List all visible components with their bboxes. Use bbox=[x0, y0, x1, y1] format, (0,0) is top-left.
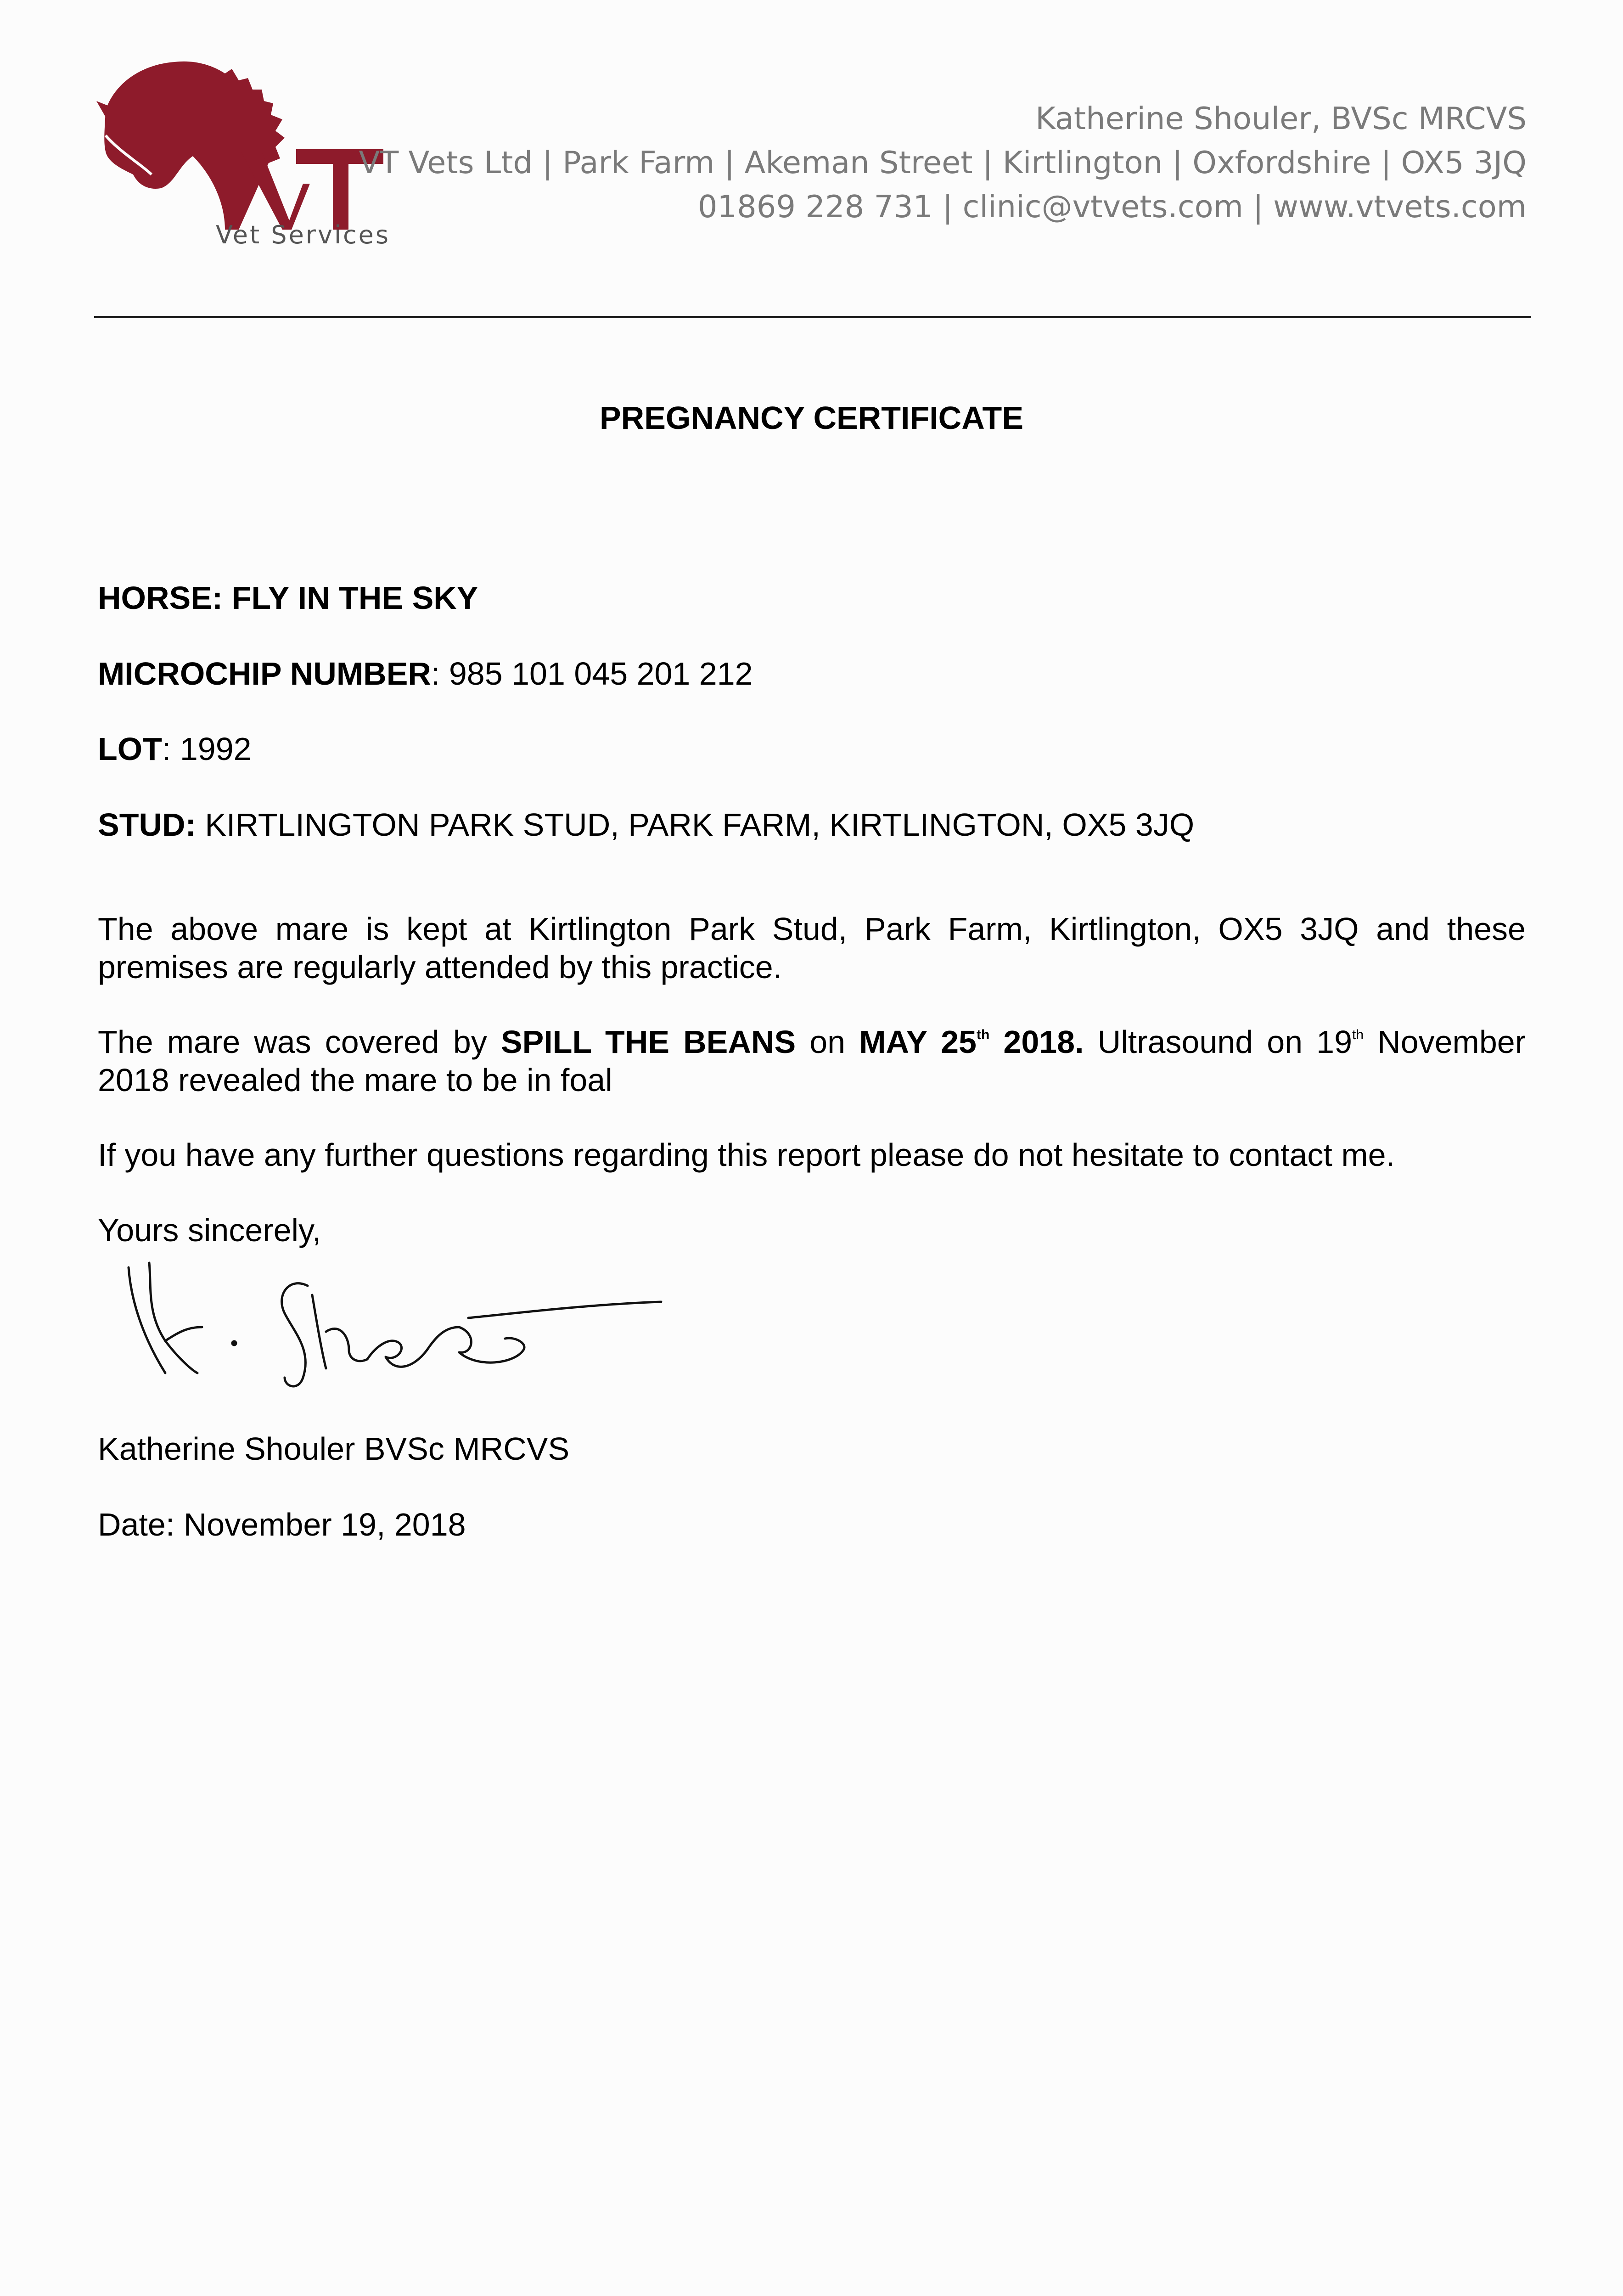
header-address: VT Vets Ltd | Park Farm | Akeman Street | Kirtlington | Oxfordshire | OX5 3JQ bbox=[359, 145, 1527, 180]
certificate-date: Date: November 19, 2018 bbox=[98, 1507, 466, 1542]
ultrasound-text: Ultrasound on 19 bbox=[1084, 1024, 1353, 1060]
questions-paragraph: If you have any further questions regarding this report please do not hesitate to contact me. bbox=[98, 1137, 1395, 1173]
lot-value: : 1992 bbox=[162, 731, 252, 767]
stud-label: STUD: bbox=[98, 807, 196, 843]
page-title: PREGNANCY CERTIFICATE bbox=[599, 400, 1024, 436]
lot-label: LOT bbox=[98, 731, 162, 767]
covering-text: The mare was covered by bbox=[98, 1024, 501, 1060]
covering-text-on: on bbox=[796, 1024, 859, 1060]
microchip-field bbox=[98, 655, 753, 692]
microchip-value: : 985 101 045 201 212 bbox=[431, 656, 753, 692]
covering-date: MAY 25th 2018. bbox=[859, 1024, 1084, 1060]
lot-field bbox=[98, 731, 252, 767]
horse-value: FLY IN THE SKY bbox=[231, 580, 478, 616]
microchip-label: MICROCHIP NUMBER bbox=[98, 656, 431, 692]
horse-head-logo-icon bbox=[104, 62, 285, 230]
handwritten-signature bbox=[110, 1258, 684, 1410]
header-contact-details: 01869 228 731 | clinic@vtvets.com | www.vtvets.com bbox=[697, 189, 1527, 225]
letterhead-contact bbox=[287, 96, 1527, 229]
stud-field bbox=[98, 806, 1194, 843]
header-divider bbox=[94, 316, 1531, 318]
logo-subtitle: Vet Services bbox=[216, 220, 391, 249]
horse-label: HORSE: bbox=[98, 580, 223, 616]
horse-field bbox=[98, 580, 478, 616]
stud-value: KIRTLINGTON PARK STUD, PARK FARM, KIRTLINGTON, OX5 3JQ bbox=[196, 807, 1195, 843]
premises-paragraph: The above mare is kept at Kirtlington Park Stud, Park Farm, Kirtlington, OX5 3JQ and these premises are regularly attended by this practice. bbox=[98, 911, 1526, 985]
signatory-name: Katherine Shouler BVSc MRCVS bbox=[98, 1431, 570, 1467]
ultrasound-result: November 2018 revealed the mare to be in foal bbox=[98, 1024, 1526, 1098]
covering-paragraph: The mare was covered by SPILL THE BEANS on MAY 25th 2018. Ultrasound on 19th November 2018 revealed the mare to be in foal bbox=[98, 1024, 1526, 1098]
closing-salutation: Yours sincerely, bbox=[98, 1212, 321, 1248]
header-vet-name: Katherine Shouler, BVSc MRCVS bbox=[1035, 101, 1527, 136]
stallion-name: SPILL THE BEANS bbox=[500, 1024, 796, 1060]
